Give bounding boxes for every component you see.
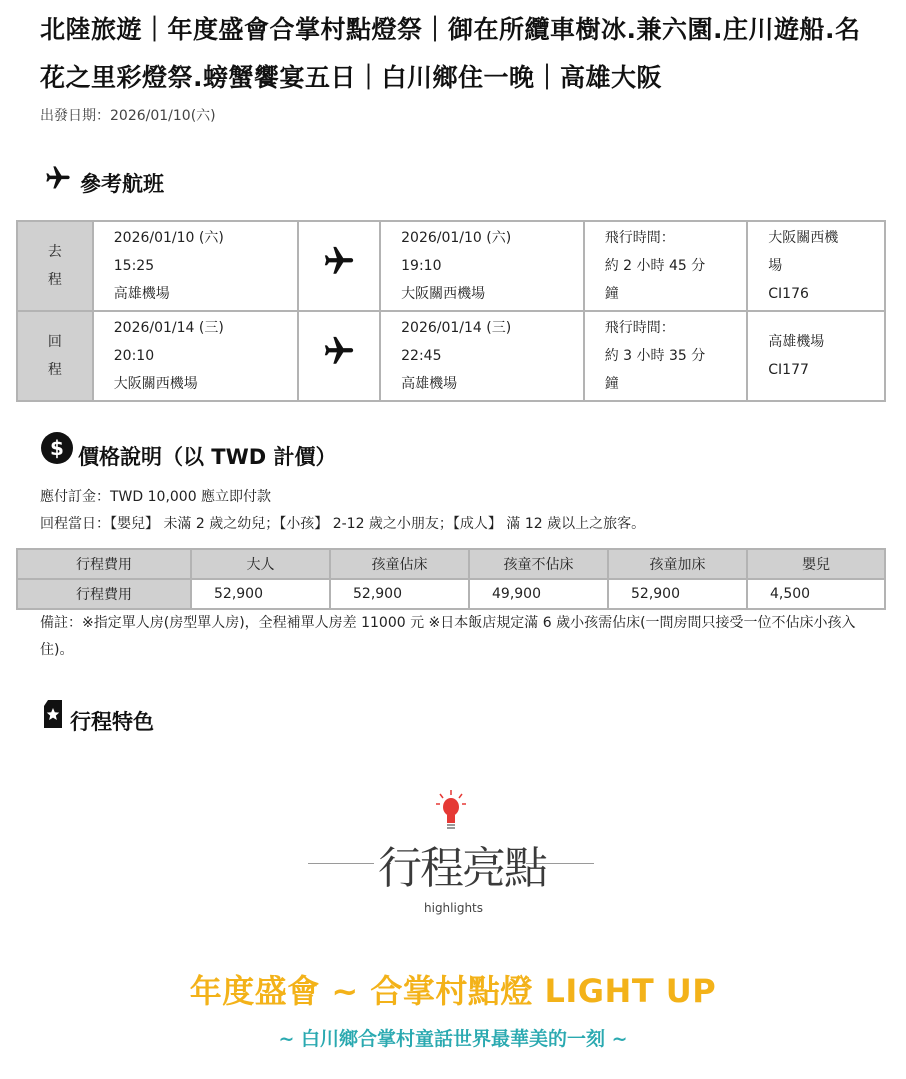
flight-number: CI176: [768, 286, 809, 302]
direction-cell: 回 程: [17, 311, 93, 401]
destination-cell: 高雄機場 CI177: [747, 311, 885, 401]
divider-line: [308, 863, 374, 864]
flight-number: CI177: [768, 362, 809, 378]
price-header: 嬰兒: [747, 549, 885, 579]
price-header: 孩童佔床: [330, 549, 469, 579]
departure-cell: 2026/01/10 (六) 15:25 高雄機場: [93, 221, 299, 311]
departure-date: 出發日期：2026/01/10(六): [40, 108, 216, 124]
age-note: 回程當日：【嬰兒】 未滿 2 歲之幼兒；【小孩】 2-12 歲之小朋友；【成人】 滿 12 歲以上之旅客。: [40, 516, 646, 532]
duration-cell: 飛行時間： 約 3 小時 35 分 鐘: [584, 311, 748, 401]
price-value: 52,900: [330, 579, 469, 609]
price-row-label: 行程費用: [17, 579, 191, 609]
price-value: 52,900: [608, 579, 747, 609]
deposit-note: 應付訂金：TWD 10,000 應立即付款: [40, 489, 272, 505]
features-heading: [40, 698, 154, 734]
price-value: 52,900: [191, 579, 330, 609]
price-value-row: [17, 579, 885, 609]
price-header: 行程費用: [17, 549, 191, 579]
flights-heading-text: 參考航班: [80, 172, 164, 196]
feature-subline: ~ 白川鄉合掌村童話世界最華美的一刻 ~: [278, 1028, 628, 1050]
dollar-icon: [40, 431, 74, 469]
svg-text:$: $: [50, 436, 64, 460]
flight-row-return: [17, 311, 885, 401]
star-ticket-icon: [40, 698, 66, 734]
pricing-heading-text: 價格說明（以 TWD 計價）: [78, 445, 337, 469]
price-table: [16, 548, 886, 610]
duration-cell: 飛行時間： 約 2 小時 45 分 鐘: [584, 221, 748, 311]
airplane-icon: [298, 221, 380, 311]
airplane-icon: [298, 311, 380, 401]
feature-headline: 年度盛會 ~ 合掌村點燈 LIGHT UP: [189, 972, 717, 1010]
departure-cell: 2026/01/14 (三) 20:10 大阪關西機場: [93, 311, 299, 401]
lightbulb-icon: [436, 790, 466, 836]
arrival-cell: 2026/01/14 (三) 22:45 高雄機場: [380, 311, 584, 401]
price-header: 大人: [191, 549, 330, 579]
features-heading-text: 行程特色: [70, 710, 154, 734]
airplane-icon: [40, 164, 76, 196]
tour-title: 北陸旅遊｜年度盛會合掌村點燈祭｜御在所纜車樹冰.兼六園.庄川遊船.名花之里彩燈祭.螃蟹饗宴五日｜白川鄉住一晚｜高雄大阪: [40, 15, 861, 92]
pricing-heading: [40, 431, 337, 469]
highlights-logo: [300, 780, 600, 930]
price-remark: 備註：※指定單人房(房型單人房)，全程補單人房差 11000 元 ※日本飯店規定滿 6 歲小孩需佔床(一間房間只接受一位不佔床小孩入住)。: [40, 615, 856, 658]
direction-cell: 去 程: [17, 221, 93, 311]
destination-cell: 大阪關西機 場 CI176: [747, 221, 885, 311]
price-value: 4,500: [747, 579, 885, 609]
flight-row-outbound: [17, 221, 885, 311]
highlights-title: 行程亮點: [378, 843, 546, 894]
price-header: 孩童加床: [608, 549, 747, 579]
price-value: 49,900: [469, 579, 608, 609]
price-header-row: [17, 549, 885, 579]
flights-table: [16, 220, 886, 402]
price-header: 孩童不佔床: [469, 549, 608, 579]
flights-heading: [40, 164, 164, 196]
arrival-cell: 2026/01/10 (六) 19:10 大阪關西機場: [380, 221, 584, 311]
highlights-subtitle: highlights: [424, 901, 484, 915]
